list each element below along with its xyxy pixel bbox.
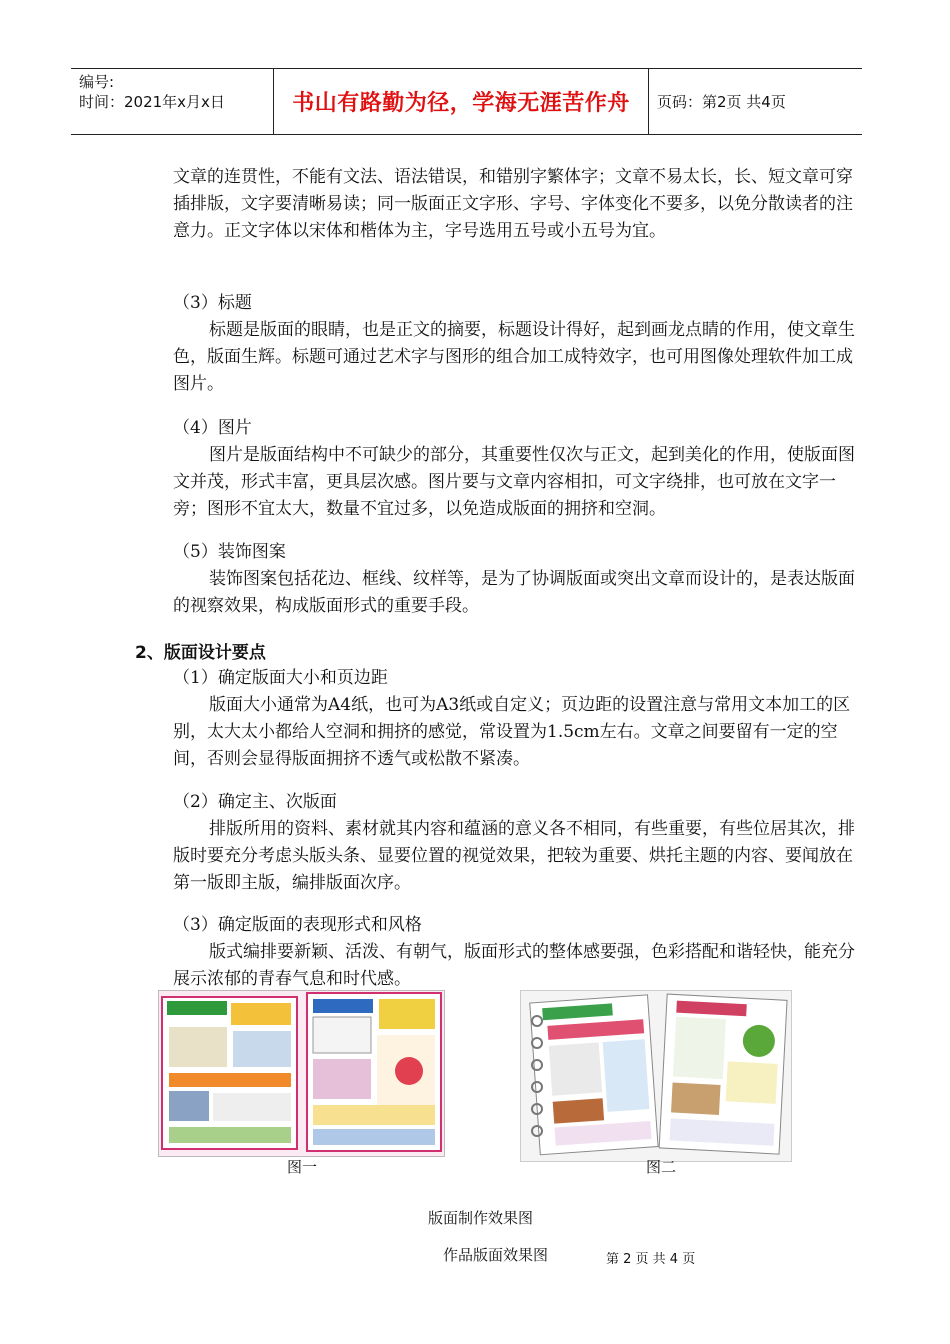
header-right — [649, 69, 862, 134]
subheading-2-3: （3）确定版面的表现形式和风格 — [173, 915, 422, 935]
number-label: 编号: — [79, 73, 115, 91]
subheading-2-1: （1）确定版面大小和页边距 — [173, 668, 388, 688]
figure-sub-caption: 作品版面效果图 — [443, 1246, 549, 1264]
header-left — [71, 69, 273, 134]
figure-1-drawing — [159, 991, 444, 1156]
page-header — [71, 68, 862, 135]
figure-1-caption: 图一 — [287, 1158, 318, 1176]
subheading-4: （4）图片 — [173, 418, 252, 438]
figure-2-drawing — [521, 991, 791, 1161]
paragraph-2-3: 版式编排要新颖、活泼、有朝气，版面形式的整体感要强，色彩搭配和谐轻快，能充分展示浓郁的青春气息和时代感。 — [173, 942, 855, 989]
figure-2-caption: 图二 — [646, 1158, 677, 1176]
header-motto: 书山有路勤为径，学海无涯苦作舟 — [292, 91, 630, 116]
header-middle — [273, 69, 649, 134]
paragraph-intro: 文章的连贯性，不能有文法、语法错误，和错别字繁体字；文章不易太长，长、短文章可穿插排版，文字要清晰易读；同一版面正文字形、字号、字体变化不要多，以免分散读者的注意力。正文字体以宋体和楷体为主，字号选用五号或小五号为宜。 — [173, 167, 853, 241]
figure-2-image — [520, 990, 792, 1162]
section-2-heading: 2、版面设计要点 — [135, 643, 266, 663]
subheading-3: （3）标题 — [173, 293, 252, 313]
subheading-5: （5）装饰图案 — [173, 542, 286, 562]
paragraph-5: 装饰图案包括花边、框线、纹样等，是为了协调版面或突出文章而设计的，是表达版面的视察效果，构成版面形式的重要手段。 — [173, 569, 855, 616]
paragraph-2-2: 排版所用的资料、素材就其内容和蕴涵的意义各不相同，有些重要，有些位居其次，排版时要充分考虑头版头条、显要位置的视觉效果，把较为重要、烘托主题的内容、要闻放在第一版即主版，编排版面次序。 — [173, 819, 855, 893]
time-label: 时间：2021年x月x日 — [79, 93, 225, 111]
paragraph-2-1: 版面大小通常为A4纸，也可为A3纸或自定义；页边距的设置注意与常用文本加工的区别，太大太小都给人空洞和拥挤的感觉，常设置为1.5cm左右。文章之间要留有一定的空间，否则会显得版面拥挤不透气或松散不紧凑。 — [173, 695, 851, 769]
paragraph-3: 标题是版面的眼睛，也是正文的摘要，标题设计得好，起到画龙点睛的作用，使文章生色，版面生辉。标题可通过艺术字与图形的组合加工成特效字，也可用图像处理软件加工成图片。 — [173, 320, 855, 394]
header-page-info: 页码：第2页 共4页 — [657, 93, 786, 111]
figure-1-image — [158, 990, 445, 1157]
paragraph-4: 图片是版面结构中不可缺少的部分，其重要性仅次与正文，起到美化的作用，使版面图文并茂，形式丰富，更具层次感。图片要与文章内容相扣，可文字绕排，也可放在文字一旁；图形不宜太大，数量不宜过多，以免造成版面的拥挤和空洞。 — [173, 445, 855, 519]
footer-page-number: 第 2 页 共 4 页 — [606, 1252, 696, 1267]
subheading-2-2: （2）确定主、次版面 — [173, 792, 337, 812]
figure-main-caption: 版面制作效果图 — [428, 1209, 534, 1227]
